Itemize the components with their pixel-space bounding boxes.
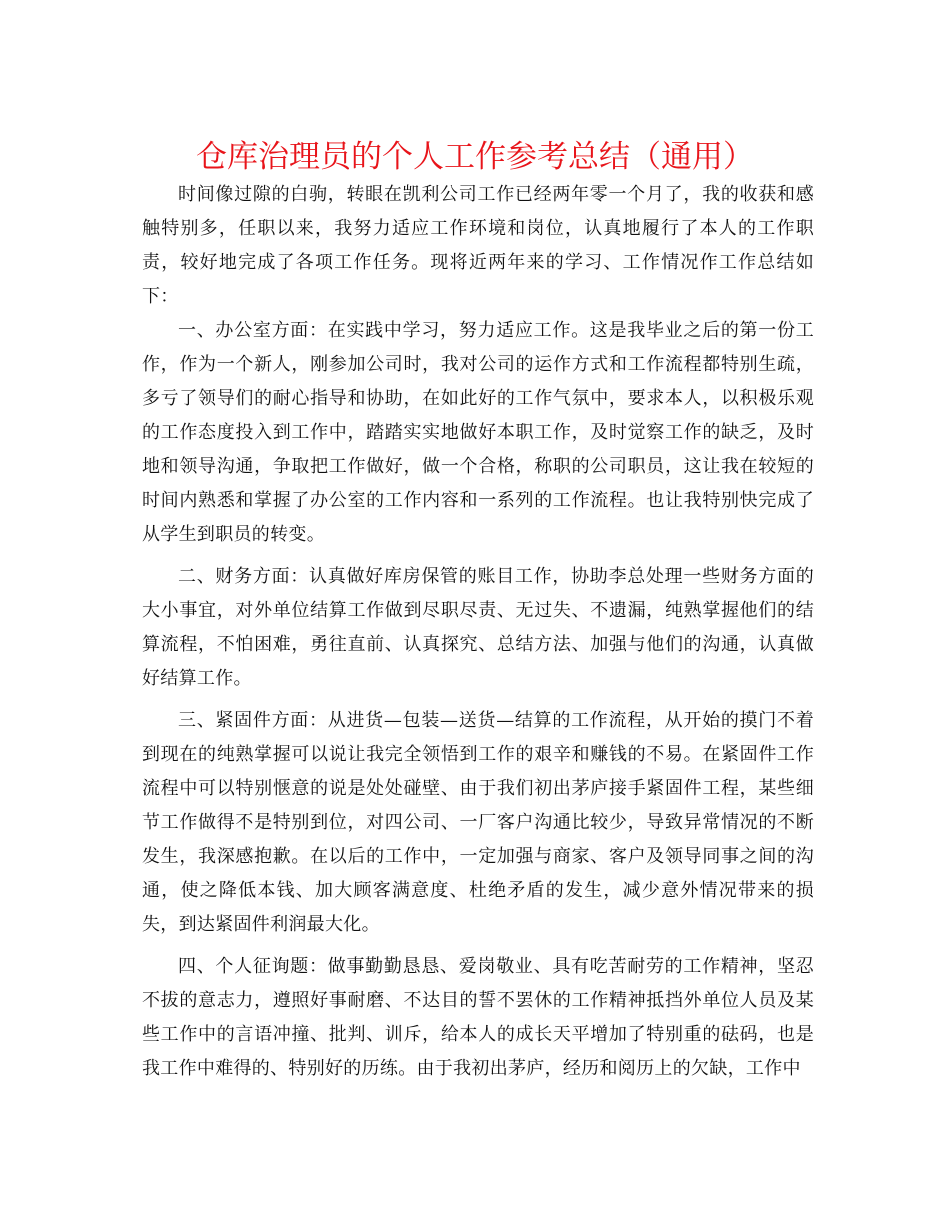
paragraph-fasteners: 三、紧固件方面：从进货—包装—送货—结算的工作流程，从开始的摸门不着到现在的纯熟掌握可以说让我完全领悟到工作的艰辛和赚钱的不易。在紧固件工作流程中可以特别惬意的说是处处碰壁、由于我们初出茅庐接手紧固件工程，某些细节工作做得不是特别到位，对四公司、一厂客户沟通比较少，导致异常情况的不断发生，我深感抱歉。在以后的工作中，一定加强与商家、客户及领导同事之间的沟通，使之降低本钱、加大顾客满意度、杜绝矛盾的发生，减少意外情况带来的损失，到达紧固件利润最大化。 [142,710,814,935]
paragraph-finance: 二、财务方面：认真做好库房保管的账目工作，协助李总处理一些财务方面的大小事宜，对外单位结算工作做到尽职尽责、无过失、不遗漏，纯熟掌握他们的结算流程，不怕困难，勇往直前、认真探究、总结方法、加强与他们的沟通，认真做好结算工作。 [142,566,814,689]
document-body [142,178,814,1094]
paragraph-personal: 四、个人征询题：做事勤勤恳恳、爱岗敬业、具有吃苦耐劳的工作精神，坚忍不拔的意志力，遵照好事耐磨、不达目的誓不罢休的工作精神抵挡外单位人员及某些工作中的言语冲撞、批判、训斥，给本人的成长天平增加了特别重的砝码，也是我工作中难得的、特别好的历练。由于我初出茅庐，经历和阅历上的欠缺，工作中 [142,956,814,1079]
paragraph-intro: 时间像过隙的白驹，转眼在凯利公司工作已经两年零一个月了，我的收获和感触特别多，任职以来，我努力适应工作环境和岗位，认真地履行了本人的工作职责，较好地完成了各项工作任务。现将近两年来的学习、工作情况作工作总结如下： [142,184,814,307]
document-title: 仓库治理员的个人工作参考总结（通用） [196,139,754,175]
paragraph-office: 一、办公室方面：在实践中学习，努力适应工作。这是我毕业之后的第一份工作，作为一个新人，刚参加公司时，我对公司的运作方式和工作流程都特别生疏，多亏了领导们的耐心指导和协助，在如此好的工作气氛中，要求本人，以积极乐观的工作态度投入到工作中，踏踏实实地做好本职工作，及时觉察工作的缺乏，及时地和领导沟通，争取把工作做好，做一个合格，称职的公司职员，这让我在较短的时间内熟悉和掌握了办公室的工作内容和一系列的工作流程。也让我特别快完成了从学生到职员的转变。 [142,320,814,545]
